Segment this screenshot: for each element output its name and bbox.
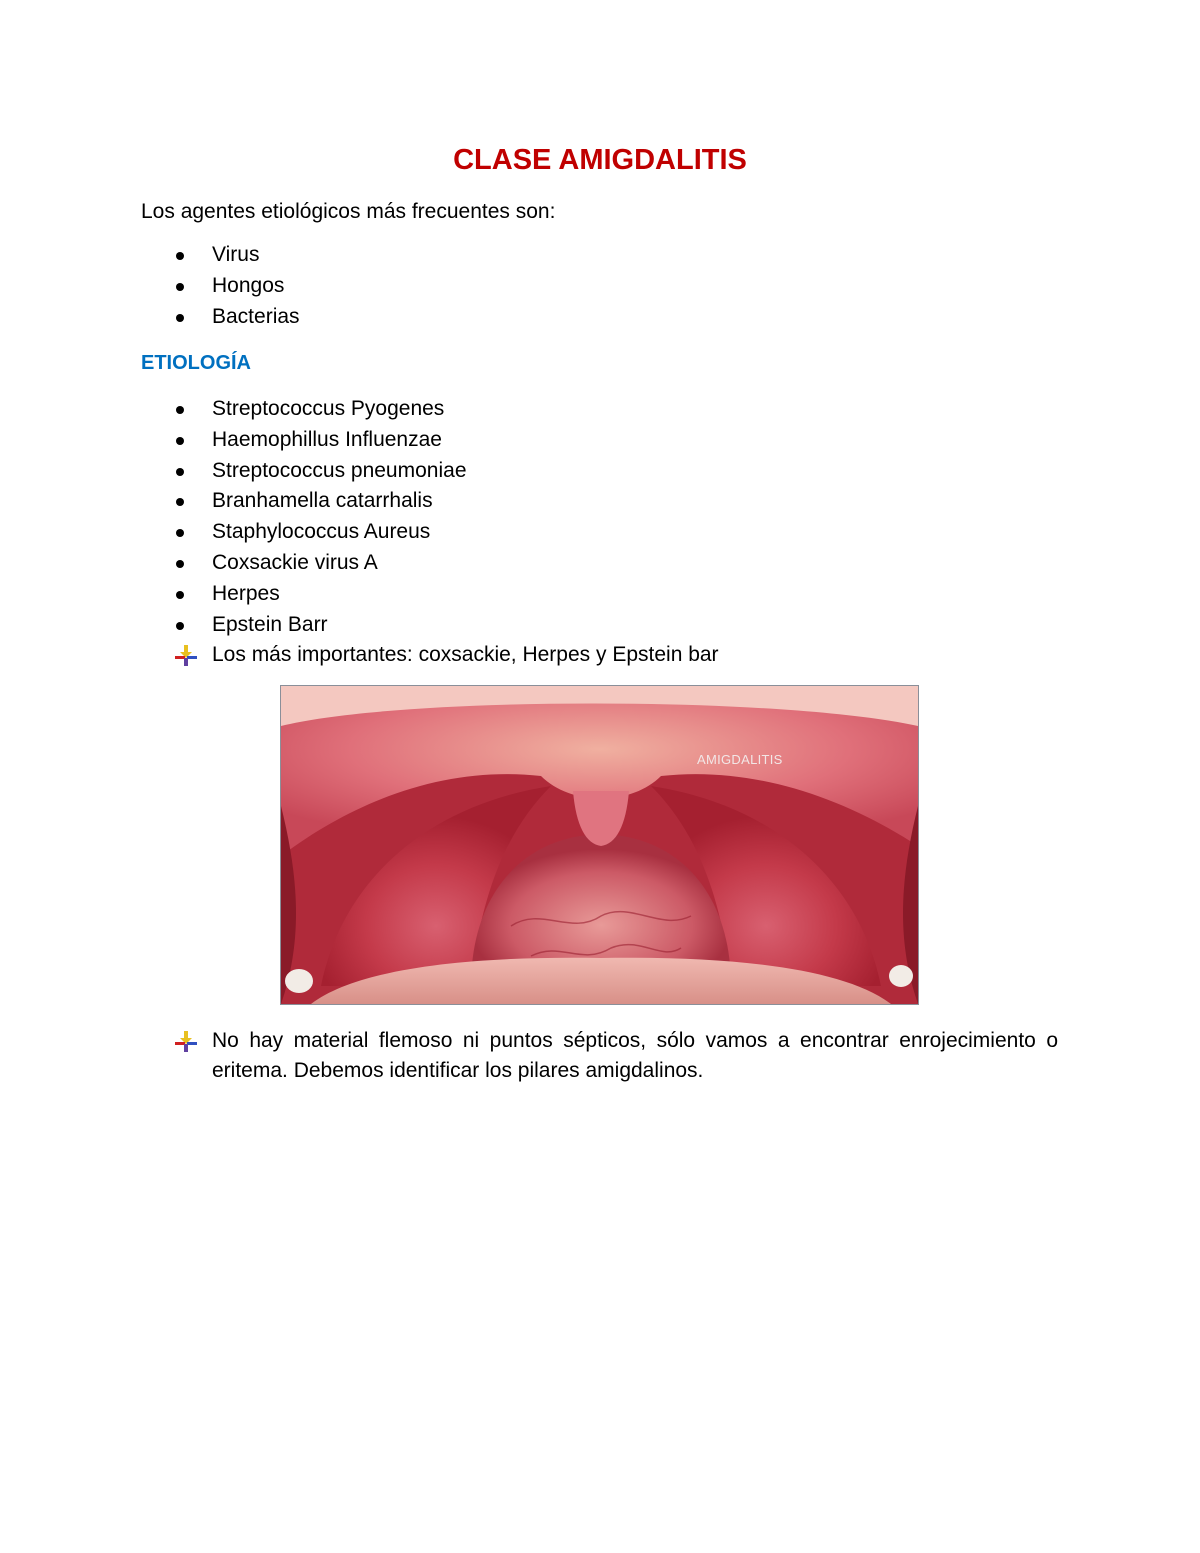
list-item-text: Epstein Barr	[212, 612, 328, 636]
bullet-icon	[176, 560, 184, 568]
bullet-icon	[176, 529, 184, 537]
bullet-icon	[176, 314, 184, 322]
bullet-icon	[176, 468, 184, 476]
list-item-text: Staphylococcus Aureus	[212, 520, 431, 544]
bullet-icon	[176, 406, 184, 414]
document-title: CLASE AMIGDALITIS	[453, 144, 747, 176]
etiology-heading: ETIOLOGÍA	[141, 352, 251, 374]
throat-illustration	[281, 686, 918, 1004]
list-item-text: Coxsackie virus A	[212, 550, 378, 574]
intro-text: Los agentes etiológicos más frecuentes son:	[141, 200, 556, 223]
arrow-bullet-icon	[174, 1029, 198, 1053]
bullet-icon	[176, 252, 184, 260]
list-item-text: Streptococcus pneumoniae	[212, 458, 467, 482]
bullet-icon	[176, 591, 184, 599]
bullet-icon	[176, 283, 184, 291]
list-item-text: Streptococcus Pyogenes	[212, 397, 445, 420]
bullet-icon	[176, 622, 184, 630]
important-note: Los más importantes: coxsackie, Herpes y Epstein bar	[212, 643, 719, 666]
findings-note: No hay material flemoso ni puntos sépticos, sólo vamos a encontrar enrojecimiento o eritema. Debemos identificar los pilares amigdalinos.	[212, 1029, 1058, 1082]
list-item-text: Hongos	[212, 273, 285, 297]
arrow-bullet-icon	[174, 643, 198, 667]
list-item-text: Branhamella catarrhalis	[212, 489, 433, 513]
list-item-text: Virus	[212, 243, 260, 266]
list-item-text: Bacterias	[212, 304, 300, 328]
tonsillitis-photo	[280, 685, 919, 1005]
photo-caption: AMIGDALITIS	[697, 752, 783, 767]
bullet-icon	[176, 437, 184, 445]
bullet-icon	[176, 498, 184, 506]
list-item-text: Haemophillus Influenzae	[212, 427, 442, 451]
list-item-text: Herpes	[212, 581, 280, 605]
